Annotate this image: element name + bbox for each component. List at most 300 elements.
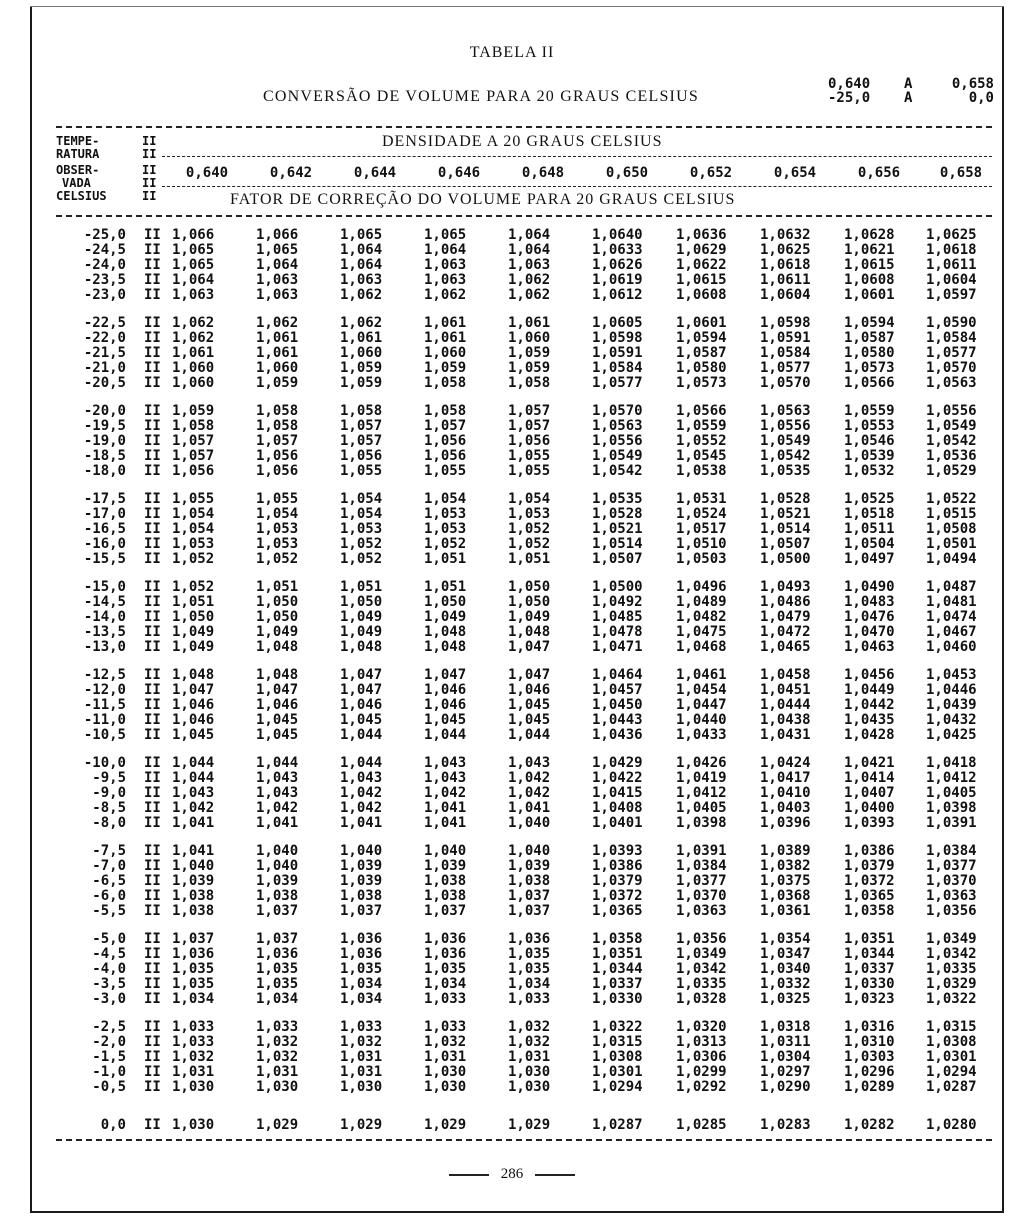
factor-cell: 1,0296: [844, 1064, 895, 1080]
factor-cell: 1,064: [340, 242, 383, 258]
temperature-cell: -13,5: [83, 624, 126, 640]
factor-cell: 1,0377: [926, 858, 977, 874]
factor-cell: 1,0344: [844, 946, 895, 962]
table-row: [56, 1065, 996, 1080]
factor-cell: 1,0412: [676, 785, 727, 801]
factor-cell: 1,0453: [926, 667, 977, 683]
factor-cell: 1,050: [424, 594, 467, 610]
row-separator: II: [144, 800, 161, 816]
factor-cell: 1,0398: [926, 800, 977, 816]
factor-cell: 1,0297: [760, 1064, 811, 1080]
table-row: [56, 434, 996, 449]
factor-cell: 1,0472: [760, 624, 811, 640]
factor-cell: 1,048: [508, 624, 551, 640]
row-separator: II: [144, 682, 161, 698]
range-from: [828, 77, 870, 105]
row-separator: II: [144, 418, 161, 434]
row-separator: II: [144, 551, 161, 567]
factor-cell: 1,0361: [760, 903, 811, 919]
factor-cell: 1,0308: [592, 1049, 643, 1065]
header-top-rule: [56, 126, 992, 128]
row-separator: II: [144, 272, 161, 288]
factor-cell: 1,049: [256, 624, 299, 640]
density-header-6: 0,652: [689, 165, 733, 181]
factor-cell: 1,0584: [926, 330, 977, 346]
factor-cell: 1,0440: [676, 712, 727, 728]
factor-cell: 1,0468: [676, 639, 727, 655]
table-row: [56, 595, 996, 610]
factor-cell: 1,038: [508, 873, 551, 889]
factor-cell: 1,040: [340, 843, 383, 859]
row-separator: II: [144, 1049, 161, 1065]
factor-cell: 1,0396: [760, 815, 811, 831]
factor-cell: 1,060: [508, 330, 551, 346]
factor-cell: 1,0424: [760, 755, 811, 771]
factor-cell: 1,047: [508, 639, 551, 655]
factor-cell: 1,040: [424, 843, 467, 859]
factor-cell: 1,0590: [926, 315, 977, 331]
factor-cell: 1,0618: [926, 242, 977, 258]
factor-cell: 1,055: [340, 463, 383, 479]
factor-cell: 1,0425: [926, 727, 977, 743]
factor-cell: 1,041: [424, 815, 467, 831]
factor-cell: 1,0611: [760, 272, 811, 288]
factor-cell: 1,051: [256, 579, 299, 595]
row-separator: II: [144, 375, 161, 391]
temperature-cell: -15,5: [83, 551, 126, 567]
factor-cell: 1,0370: [926, 873, 977, 889]
range-temp-from: -25,0: [828, 90, 871, 106]
table-row: [56, 756, 996, 771]
row-separator: II: [144, 521, 161, 537]
factor-cell: 1,030: [340, 1079, 383, 1095]
factor-cell: 1,0500: [760, 551, 811, 567]
row-separator: II: [144, 227, 161, 243]
factor-cell: 1,058: [508, 375, 551, 391]
factor-cell: 1,0611: [926, 257, 977, 273]
factor-cell: 1,039: [256, 873, 299, 889]
factor-cell: 1,044: [340, 755, 383, 771]
factor-cell: 1,035: [340, 961, 383, 977]
factor-cell: 1,032: [424, 1034, 467, 1050]
factor-cell: 1,0391: [926, 815, 977, 831]
factor-cell: 1,059: [508, 360, 551, 376]
factor-cell: 1,0549: [926, 418, 977, 434]
table-row: [56, 683, 996, 698]
table-row: [56, 889, 996, 904]
factor-cell: 1,041: [340, 815, 383, 831]
temperature-cell: -9,0: [92, 785, 126, 801]
factor-cell: 1,060: [424, 345, 467, 361]
factor-cell: 1,043: [340, 770, 383, 786]
factor-cell: 1,0524: [676, 506, 727, 522]
factor-cell: 1,049: [340, 609, 383, 625]
factor-cell: 1,058: [256, 418, 299, 434]
density-values-rule: [162, 186, 992, 187]
factor-cell: 1,036: [508, 931, 551, 947]
factor-cell: 1,0535: [592, 491, 643, 507]
factor-cell: 1,0304: [760, 1049, 811, 1065]
factor-cell: 1,050: [340, 594, 383, 610]
factor-cell: 1,050: [508, 579, 551, 595]
factor-cell: 1,0497: [844, 551, 895, 567]
factor-cell: 1,0306: [676, 1049, 727, 1065]
factor-cell: 1,0608: [676, 287, 727, 303]
factor-cell: 1,0301: [592, 1064, 643, 1080]
factor-cell: 1,0570: [760, 375, 811, 391]
factor-cell: 1,041: [508, 800, 551, 816]
table-row: [56, 1050, 996, 1065]
factor-cell: 1,0556: [926, 403, 977, 419]
temperature-cell: -1,5: [92, 1049, 126, 1065]
temperature-cell: -12,5: [83, 667, 126, 683]
factor-cell: 1,048: [256, 667, 299, 683]
factor-cell: 1,0450: [592, 697, 643, 713]
range-to: [942, 77, 994, 105]
factor-cell: 1,055: [424, 463, 467, 479]
temperature-cell: -20,5: [83, 375, 126, 391]
factor-cell: 1,046: [424, 697, 467, 713]
factor-cell: 1,0356: [926, 903, 977, 919]
factor-cell: 1,060: [172, 375, 215, 391]
table-row: [56, 610, 996, 625]
temperature-cell: -23,0: [83, 287, 126, 303]
factor-cell: 1,0549: [592, 448, 643, 464]
factor-cell: 1,046: [172, 712, 215, 728]
factor-cell: 1,0563: [926, 375, 977, 391]
factor-cell: 1,034: [340, 991, 383, 1007]
factor-cell: 1,0280: [926, 1117, 977, 1133]
factor-cell: 1,036: [424, 931, 467, 947]
density-header-8: 0,656: [857, 165, 901, 181]
factor-cell: 1,038: [424, 873, 467, 889]
factor-cell: 1,035: [424, 961, 467, 977]
factor-cell: 1,065: [172, 257, 215, 273]
factor-cell: 1,053: [424, 521, 467, 537]
factor-cell: 1,0340: [760, 961, 811, 977]
factor-cell: 1,0515: [926, 506, 977, 522]
factor-cell: 1,0393: [844, 815, 895, 831]
temperature-cell: -20,0: [83, 403, 126, 419]
factor-cell: 1,0426: [676, 755, 727, 771]
factor-cell: 1,0507: [592, 551, 643, 567]
factor-cell: 1,030: [172, 1079, 215, 1095]
factor-cell: 1,060: [340, 345, 383, 361]
factor-cell: 1,0379: [592, 873, 643, 889]
factor-cell: 1,034: [340, 976, 383, 992]
row-separator: II: [144, 579, 161, 595]
factor-cell: 1,056: [508, 433, 551, 449]
factor-cell: 1,047: [340, 667, 383, 683]
factor-cell: 1,042: [508, 785, 551, 801]
table-row: [56, 316, 996, 331]
temperature-cell: -15,0: [83, 579, 126, 595]
factor-cell: 1,0629: [676, 242, 727, 258]
factor-cell: 1,034: [424, 976, 467, 992]
factor-cell: 1,030: [508, 1064, 551, 1080]
factor-cell: 1,0429: [592, 755, 643, 771]
table-row: [56, 346, 996, 361]
row-separator: II: [144, 287, 161, 303]
temperature-cell: -17,0: [83, 506, 126, 522]
page-frame-top: [30, 6, 1004, 7]
temperature-cell: -6,0: [92, 888, 126, 904]
temperature-cell: -4,0: [92, 961, 126, 977]
table-row: [56, 273, 996, 288]
factor-cell: 1,0303: [844, 1049, 895, 1065]
factor-cell: 1,030: [172, 1117, 215, 1133]
factor-cell: 1,0485: [592, 609, 643, 625]
factor-cell: 1,057: [172, 448, 215, 464]
factor-cell: 1,030: [256, 1079, 299, 1095]
row-separator: II: [144, 1019, 161, 1035]
table-row: [56, 713, 996, 728]
temperature-cell: -10,5: [83, 727, 126, 743]
factor-cell: 1,0632: [760, 227, 811, 243]
factor-cell: 1,0493: [760, 579, 811, 595]
temperature-cell: -13,0: [83, 639, 126, 655]
row-separator: II: [144, 330, 161, 346]
factor-cell: 1,0597: [926, 287, 977, 303]
factor-cell: 1,056: [340, 448, 383, 464]
factor-cell: 1,0325: [760, 991, 811, 1007]
factor-cell: 1,0591: [760, 330, 811, 346]
row-separator: II: [144, 639, 161, 655]
table-row: [56, 331, 996, 346]
factor-cell: 1,0584: [592, 360, 643, 376]
factor-cell: 1,0511: [844, 521, 895, 537]
row-separator: II: [144, 712, 161, 728]
factor-cell: 1,0330: [592, 991, 643, 1007]
factor-cell: 1,0591: [592, 345, 643, 361]
factor-cell: 1,032: [256, 1049, 299, 1065]
factor-cell: 1,0580: [676, 360, 727, 376]
table-row: [56, 992, 996, 1007]
factor-cell: 1,062: [508, 272, 551, 288]
factor-cell: 1,032: [508, 1034, 551, 1050]
factor-cell: 1,0428: [844, 727, 895, 743]
factor-cell: 1,0460: [926, 639, 977, 655]
factor-cell: 1,0563: [592, 418, 643, 434]
factor-cell: 1,062: [424, 287, 467, 303]
range-sep-2: A: [904, 90, 913, 106]
factor-cell: 1,059: [508, 345, 551, 361]
factor-cell: 1,063: [424, 257, 467, 273]
factor-cell: 1,0467: [926, 624, 977, 640]
factor-cell: 1,0322: [926, 991, 977, 1007]
factor-cell: 1,0358: [844, 903, 895, 919]
factor-cell: 1,0407: [844, 785, 895, 801]
row-separator: II: [144, 242, 161, 258]
factor-cell: 1,038: [424, 888, 467, 904]
factor-cell: 1,047: [172, 682, 215, 698]
table-row: [56, 816, 996, 831]
row-separator: II: [144, 491, 161, 507]
density-header-7: 0,654: [773, 165, 817, 181]
factor-cell: 1,0447: [676, 697, 727, 713]
factor-cell: 1,0344: [592, 961, 643, 977]
factor-cell: 1,052: [172, 579, 215, 595]
factor-cell: 1,030: [508, 1079, 551, 1095]
table-row: [56, 228, 996, 243]
factor-cell: 1,0379: [844, 858, 895, 874]
table-row: [56, 449, 996, 464]
factor-cell: 1,037: [256, 903, 299, 919]
factor-cell: 1,0337: [844, 961, 895, 977]
factor-cell: 1,0556: [760, 418, 811, 434]
factor-cell: 1,0365: [592, 903, 643, 919]
factor-cell: 1,064: [256, 257, 299, 273]
temperature-cell: -14,0: [83, 609, 126, 625]
factor-cell: 1,0463: [844, 639, 895, 655]
factor-cell: 1,033: [424, 1019, 467, 1035]
factor-cell: 1,0422: [592, 770, 643, 786]
factor-cell: 1,048: [256, 639, 299, 655]
factor-cell: 1,0349: [676, 946, 727, 962]
factor-cell: 1,0294: [592, 1079, 643, 1095]
row-separator: II: [144, 858, 161, 874]
factor-cell: 1,0633: [592, 242, 643, 258]
factor-cell: 1,037: [340, 903, 383, 919]
factor-cell: 1,042: [508, 770, 551, 786]
factor-cell: 1,036: [340, 931, 383, 947]
factor-cell: 1,0470: [844, 624, 895, 640]
factor-cell: 1,047: [508, 667, 551, 683]
table-row: [56, 844, 996, 859]
table-subtitle: CONVERSÃO DE VOLUME PARA 20 GRAUS CELSIUS: [263, 88, 699, 105]
temperature-cell: -5,0: [92, 931, 126, 947]
table-row: [56, 492, 996, 507]
factor-cell: 1,0377: [676, 873, 727, 889]
factor-cell: 1,066: [256, 227, 299, 243]
factor-cell: 1,0529: [926, 463, 977, 479]
table-row: [56, 258, 996, 273]
factor-cell: 1,054: [172, 506, 215, 522]
factor-cell: 1,044: [340, 727, 383, 743]
factor-cell: 1,063: [340, 272, 383, 288]
factor-cell: 1,044: [256, 755, 299, 771]
factor-cell: 1,0351: [844, 931, 895, 947]
density-header-2: 0,644: [353, 165, 397, 181]
table-row: [56, 419, 996, 434]
factor-cell: 1,041: [172, 843, 215, 859]
factor-cell: 1,038: [256, 888, 299, 904]
factor-cell: 1,0433: [676, 727, 727, 743]
factor-cell: 1,032: [172, 1049, 215, 1065]
table-row: [56, 947, 996, 962]
factor-cell: 1,0573: [676, 375, 727, 391]
temperature-cell: -4,5: [92, 946, 126, 962]
row-separator: II: [144, 536, 161, 552]
row-separator: II: [144, 594, 161, 610]
factor-cell: 1,0283: [760, 1117, 811, 1133]
header-separator-2: II: [142, 147, 157, 161]
factor-cell: 1,059: [256, 375, 299, 391]
page-number-dash-left: [449, 1174, 489, 1176]
factor-cell: 1,0372: [592, 888, 643, 904]
factor-cell: 1,064: [508, 227, 551, 243]
factor-cell: 1,059: [424, 360, 467, 376]
factor-cell: 1,035: [508, 961, 551, 977]
factor-cell: 1,040: [508, 815, 551, 831]
factor-cell: 1,0500: [592, 579, 643, 595]
temperature-cell: -21,5: [83, 345, 126, 361]
factor-cell: 1,0507: [760, 536, 811, 552]
factor-cell: 1,049: [508, 609, 551, 625]
factor-cell: 1,052: [340, 536, 383, 552]
factor-cell: 1,045: [340, 712, 383, 728]
factor-cell: 1,0518: [844, 506, 895, 522]
table-row: [56, 537, 996, 552]
factor-cell: 1,051: [340, 579, 383, 595]
page-number-dash-right: [535, 1174, 575, 1176]
factor-cell: 1,0594: [844, 315, 895, 331]
temperature-cell: 0,0: [100, 1117, 126, 1133]
row-separator: II: [144, 1034, 161, 1050]
temperature-cell: -11,0: [83, 712, 126, 728]
factor-cell: 1,0438: [760, 712, 811, 728]
factor-cell: 1,0405: [926, 785, 977, 801]
factor-cell: 1,0539: [844, 448, 895, 464]
table-title: TABELA II: [469, 44, 555, 61]
temperature-cell: -23,5: [83, 272, 126, 288]
factor-cell: 1,0332: [760, 976, 811, 992]
row-separator: II: [144, 609, 161, 625]
row-separator: II: [144, 888, 161, 904]
factor-cell: 1,049: [172, 624, 215, 640]
factor-cell: 1,066: [172, 227, 215, 243]
factor-cell: 1,0412: [926, 770, 977, 786]
factor-cell: 1,062: [172, 315, 215, 331]
factor-cell: 1,0587: [676, 345, 727, 361]
factor-cell: 1,0431: [760, 727, 811, 743]
factor-cell: 1,0449: [844, 682, 895, 698]
factor-cell: 1,044: [424, 727, 467, 743]
factor-cell: 1,0342: [926, 946, 977, 962]
factor-cell: 1,059: [340, 360, 383, 376]
factor-cell: 1,063: [172, 287, 215, 303]
factor-cell: 1,058: [172, 418, 215, 434]
factor-cell: 1,0465: [760, 639, 811, 655]
factor-cell: 1,0481: [926, 594, 977, 610]
factor-cell: 1,0580: [844, 345, 895, 361]
factor-cell: 1,0598: [592, 330, 643, 346]
factor-cell: 1,0400: [844, 800, 895, 816]
factor-cell: 1,0492: [592, 594, 643, 610]
factor-cell: 1,065: [424, 227, 467, 243]
temperature-cell: -18,5: [83, 448, 126, 464]
factor-cell: 1,0636: [676, 227, 727, 243]
row-separator: II: [144, 667, 161, 683]
factor-cell: 1,0483: [844, 594, 895, 610]
factor-cell: 1,0405: [676, 800, 727, 816]
row-separator: II: [144, 873, 161, 889]
factor-cell: 1,0487: [926, 579, 977, 595]
factor-cell: 1,0570: [926, 360, 977, 376]
factor-cell: 1,047: [340, 682, 383, 698]
factor-cell: 1,031: [256, 1064, 299, 1080]
density-header-5: 0,650: [605, 165, 649, 181]
factor-cell: 1,048: [424, 639, 467, 655]
factor-cell: 1,0545: [676, 448, 727, 464]
factor-cell: 1,045: [256, 712, 299, 728]
factor-cell: 1,064: [340, 257, 383, 273]
factor-cell: 1,0528: [760, 491, 811, 507]
factor-cell: 1,058: [424, 403, 467, 419]
temperature-cell: -10,0: [83, 755, 126, 771]
factor-cell: 1,0363: [676, 903, 727, 919]
temperature-cell: -16,0: [83, 536, 126, 552]
